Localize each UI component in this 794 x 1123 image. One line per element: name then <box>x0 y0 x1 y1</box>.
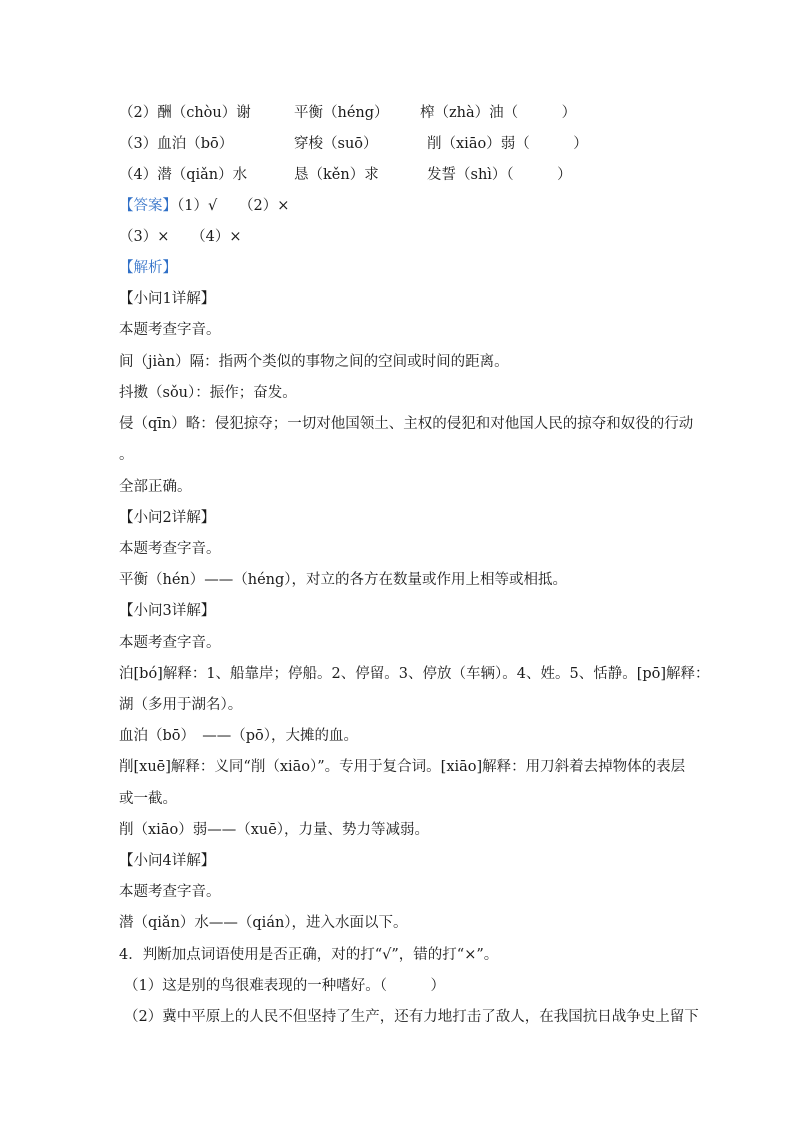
answer-line <box>119 227 242 247</box>
analysis-tag: 【解析】 <box>119 260 177 276</box>
question-row-item: （4）潜（qiǎn）水 <box>119 167 248 183</box>
question-title: 4．判断加点词语使用是否正确，对的打“√”，错的打“×”。 <box>119 947 499 963</box>
analysis-line: 血泊（bō） ——（pō），大摊的血。 <box>119 728 359 744</box>
analysis-line: 本题考查字音。 <box>119 884 221 900</box>
analysis-line: 全部正确。 <box>119 479 192 495</box>
analysis-line: 削（xiāo）弱——（xuē），力量、势力等减弱。 <box>119 822 430 838</box>
analysis-line: 抖擞（sǒu）：振作；奋发。 <box>119 385 297 401</box>
analysis-line: 。 <box>119 447 134 463</box>
analysis-line: 或一截。 <box>119 791 177 807</box>
answer-text: （3）× （4）× <box>119 229 242 245</box>
analysis-line: 间（jiàn）隔：指两个类似的事物之间的空间或时间的距离。 <box>119 354 509 370</box>
question-row-item: 恳（kěn）求 <box>294 167 379 183</box>
analysis-line: 【小问2详解】 <box>119 510 216 526</box>
question-row-item: 发誓（shì）（ ） <box>427 167 572 183</box>
analysis-line: 侵（qīn）略：侵犯掠夺；一切对他国领土、主权的侵犯和对他国人民的掠夺和奴役的行动 <box>119 416 694 432</box>
question-row-item: 穿梭（suō） <box>294 136 378 152</box>
analysis-line: 本题考查字音。 <box>119 541 221 557</box>
question-item: （2）冀中平原上的人民不但坚持了生产，还有力地打击了敌人，在我国抗日战争史上留下 <box>124 1009 699 1025</box>
analysis-line: 本题考查字音。 <box>119 635 221 651</box>
answer-line <box>119 196 289 216</box>
analysis-line: 湖（多用于湖名）。 <box>119 697 243 713</box>
question-row-item: 平衡（héng） <box>294 105 389 121</box>
analysis-line: 潜（qiǎn）水——（qián），进入水面以下。 <box>119 915 408 931</box>
analysis-line: 本题考查字音。 <box>119 322 221 338</box>
analysis-line: 【小问1详解】 <box>119 291 216 307</box>
analysis-line: 削[xuē]解释：义同“削（xiāo）”。专用于复合词。[xiāo]解释：用刀斜着去掉物体的表层 <box>119 759 686 775</box>
answer-text: （1）√ （2）× <box>177 198 290 214</box>
question-row-item: （3）血泊（bō） <box>119 136 234 152</box>
question-row-item: 削（xiāo）弱（ ） <box>427 136 588 152</box>
analysis-line: 平衡（hén）——（héng），对立的各方在数量或作用上相等或相抵。 <box>119 572 568 588</box>
analysis-line: 【小问3详解】 <box>119 603 216 619</box>
question-item: （1）这是别的鸟很难表现的一种嗜好。（ ） <box>124 978 445 994</box>
analysis-line: 泊[bó]解释：1、船靠岸；停船。2、停留。3、停放（车辆）。4、姓。5、恬静。[pō]解释： <box>119 666 710 682</box>
question-row-item: 榨（zhà）油（ ） <box>420 105 577 121</box>
analysis-line: 【小问4详解】 <box>119 853 216 869</box>
question-row-item: （2）酬（chòu）谢 <box>119 105 251 121</box>
answer-tag: 【答案】 <box>119 198 177 214</box>
